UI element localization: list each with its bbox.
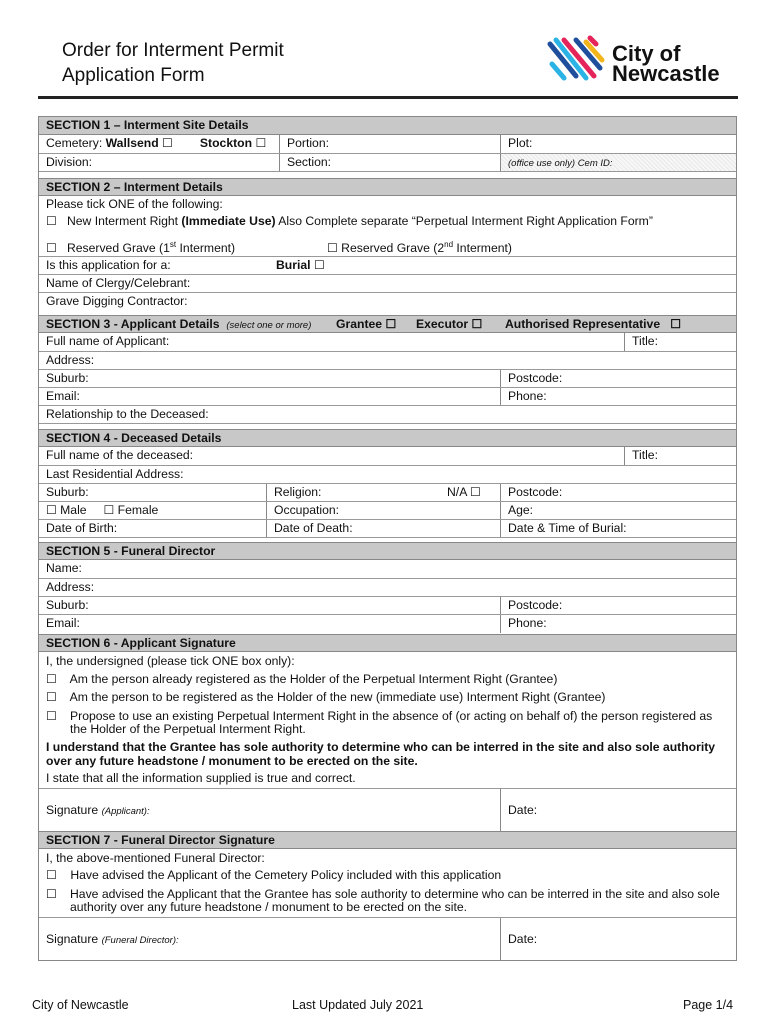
section-2-header: SECTION 2 – Interment Details	[39, 178, 736, 196]
section-1-header: SECTION 1 – Interment Site Details	[39, 117, 736, 135]
s6-opt2-checkbox[interactable]: ☐	[46, 690, 57, 704]
s6-opt1-checkbox[interactable]: ☐	[46, 672, 57, 686]
applicant-date-field[interactable]: Date:	[500, 789, 736, 832]
section-3-header: SECTION 3 - Applicant Details (select one or more) Grantee ☐ Executor ☐ Authorised Representative ☐	[39, 315, 736, 333]
new-interment-option: ☐ New Interment Right (Immediate Use) Also Complete separate “Perpetual Interment Right Application Form”	[46, 214, 653, 228]
application-form	[38, 116, 737, 961]
fd-phone-field[interactable]: Phone:	[500, 615, 736, 633]
fd-email-field[interactable]: Email:	[46, 616, 80, 630]
deceased-postcode-field[interactable]: Postcode:	[500, 484, 736, 502]
s2-instruction: Please tick ONE of the following:	[46, 197, 223, 211]
section-6-header: SECTION 6 - Applicant Signature	[39, 634, 736, 652]
application-type-row: Is this application for a: Burial ☐	[39, 256, 736, 275]
s7-intro: I, the above-mentioned Funeral Director:	[46, 851, 265, 865]
last-address-field[interactable]: Last Residential Address:	[46, 467, 184, 481]
fd-address-field[interactable]: Address:	[46, 580, 95, 594]
applicant-email-field[interactable]: Email:	[46, 389, 80, 403]
section-field[interactable]: Section:	[279, 154, 500, 172]
fd-name-field[interactable]: Name:	[46, 561, 82, 575]
fd-date-field[interactable]: Date:	[500, 918, 736, 961]
s6-intro: I, the undersigned (please tick ONE box only):	[46, 654, 295, 668]
section-7-header: SECTION 7 - Funeral Director Signature	[39, 831, 736, 849]
auth-rep-checkbox[interactable]: ☐	[670, 317, 682, 331]
s6-option-1: ☐ Am the person already registered as the Holder of the Perpetual Interment Right (Grantee)	[46, 672, 558, 686]
s1-row-cemetery: Cemetery: Wallsend ☐ Stockton ☐ Portion: Plot:	[39, 135, 736, 153]
fd-suburb-field[interactable]: Suburb:	[46, 598, 89, 612]
gender-options: ☐ Male ☐ Female	[46, 503, 159, 517]
grantee-checkbox[interactable]: ☐	[385, 317, 397, 331]
logo-wordmark: City of Newcastle	[612, 41, 720, 86]
page-title: Order for Interment Permit Application Form	[62, 40, 284, 86]
applicant-name-field[interactable]: Full name of Applicant:	[46, 334, 170, 348]
dod-field[interactable]: Date of Death:	[266, 520, 500, 538]
occupation-field[interactable]: Occupation:	[266, 502, 500, 520]
fd-signature-field[interactable]: Signature (Funeral Director):	[46, 932, 179, 946]
section-5-header: SECTION 5 - Funeral Director	[39, 542, 736, 560]
footer-org: City of Newcastle	[32, 998, 129, 1012]
age-field[interactable]: Age:	[500, 502, 736, 520]
footer-page-number: Page 1/4	[683, 998, 734, 1012]
applicant-title-field[interactable]: Title:	[624, 333, 736, 351]
religion-field[interactable]: Religion: N/A ☐	[266, 484, 500, 502]
burial-checkbox[interactable]: ☐	[313, 258, 325, 272]
stockton-checkbox[interactable]: ☐	[255, 136, 267, 150]
new-interment-checkbox[interactable]: ☐	[46, 214, 57, 228]
s6-opt3-checkbox[interactable]: ☐	[46, 709, 57, 723]
reserved-grave-options: ☐ Reserved Grave (1st Interment) ☐ Reserved Grave (2nd Interment)	[46, 240, 512, 256]
applicant-suburb-field[interactable]: Suburb:	[46, 371, 89, 385]
s7-opt1-checkbox[interactable]: ☐	[46, 868, 57, 882]
relationship-field[interactable]: Relationship to the Deceased:	[46, 407, 209, 421]
deceased-suburb-field[interactable]: Suburb:	[46, 485, 89, 499]
grantee-authority-statement: I understand that the Grantee has sole authority to determine who can be interred in the site and also sole authority over any future headstone / monument to be erected on the site.	[46, 740, 716, 768]
section-4-header: SECTION 4 - Deceased Details	[39, 429, 736, 447]
religion-na-checkbox[interactable]: ☐	[470, 485, 481, 499]
cem-id-field: (office use only) Cem ID:	[500, 154, 736, 172]
city-of-newcastle-logo	[546, 34, 736, 90]
s7-opt2-checkbox[interactable]: ☐	[46, 887, 57, 901]
header-rule	[38, 96, 738, 99]
clergy-field[interactable]: Name of Clergy/Celebrant:	[39, 274, 736, 293]
fd-postcode-field[interactable]: Postcode:	[500, 597, 736, 615]
footer-updated: Last Updated July 2021	[292, 998, 424, 1012]
s7-option-1: ☐ Have advised the Applicant of the Cemetery Policy included with this application	[46, 868, 502, 882]
male-checkbox[interactable]: ☐	[46, 503, 57, 517]
division-field[interactable]: Division:	[46, 155, 93, 169]
s6-truth-statement: I state that all the information supplied is true and correct.	[46, 771, 356, 785]
female-checkbox[interactable]: ☐	[103, 503, 115, 517]
applicant-postcode-field[interactable]: Postcode:	[500, 370, 736, 388]
deceased-title-field[interactable]: Title:	[624, 447, 736, 465]
s1-row-division	[39, 153, 736, 172]
plot-field[interactable]: Plot:	[500, 135, 736, 153]
contractor-field[interactable]: Grave Digging Contractor:	[39, 292, 736, 311]
deceased-name-field[interactable]: Full name of the deceased:	[46, 448, 194, 462]
applicant-phone-field[interactable]: Phone:	[500, 388, 736, 406]
s7-option-2: ☐ Have advised the Applicant that the Grantee has sole authority to determine who can be interred in the site and also sole authority over any future headstone / monument to be erected on the site.	[46, 887, 720, 914]
reserved-grave-2-checkbox[interactable]: ☐	[327, 241, 338, 256]
portion-field[interactable]: Portion:	[279, 135, 500, 153]
burial-time-field[interactable]: Date & Time of Burial:	[500, 520, 736, 538]
logo-mark-icon	[546, 34, 610, 90]
s6-option-3: ☐ Propose to use an existing Perpetual Interment Right in the absence of (or acting on behalf of) the person registered as the Holder of the Perpetual Interment Right.	[46, 709, 713, 736]
reserved-grave-1-checkbox[interactable]: ☐	[46, 241, 57, 256]
dob-field[interactable]: Date of Birth:	[46, 521, 118, 535]
s6-option-2: ☐ Am the person to be registered as the Holder of the new (immediate use) Interment Right (Grantee)	[46, 690, 606, 704]
applicant-signature-field[interactable]: Signature (Applicant):	[46, 803, 150, 817]
executor-checkbox[interactable]: ☐	[471, 317, 483, 331]
wallsend-checkbox[interactable]: ☐	[162, 136, 173, 150]
applicant-address-field[interactable]: Address:	[46, 353, 95, 367]
